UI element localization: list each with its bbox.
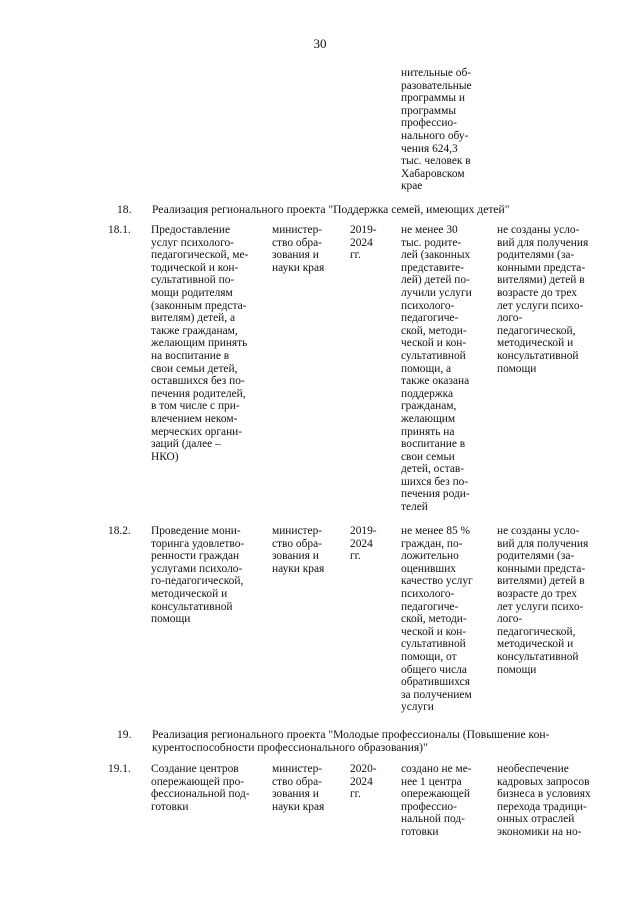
row-19-1-result: создано не ме- нее 1 центра опережающей профессио- нальной под- готовки [401,763,472,838]
row-18-2-result: не менее 85 % граждан, по- ложительно оценивших качество услуг психолого- педагогиче- ской, методи- ческой и кон- сультативной помощи, от общего числа обратившихся за получением услуги [401,525,473,714]
row-19-1-consequence: необеспечение кадровых запросов бизнеса в условиях перехода традици- онных отраслей экономики на но- [497,763,591,838]
row-18-2-consequence: не созданы усло- вий для получения родителями (за- конными предста- вителями) детей в возрасте до трех лет услуги психо- лого- педагогической, методической и консультативной помощи [497,525,589,676]
row-18-1-number: 18.1. [108,224,131,236]
row-18-2-number: 18.2. [108,525,131,537]
section-18-number: 18. [117,203,132,216]
row-19-1-number: 19.1. [108,763,131,775]
row-19-1-executor: министер- ство обра- зования и науки края [272,763,325,813]
row-18-1-activity: Предоставление услуг психолого- педагогической, ме- тодической и кон- сультативной по- мощи родителям (законным предста- вителям) детей, а также гражданам, желающим принять на воспитание в свои семьи детей, оставшихся без по- печения родителей, в том числе с при- влечением неком- мерческих органи- заций (далее – НКО) [151,224,249,463]
row-19-1-activity: Создание центров опережающей про- фессиональной под- готовки [151,763,250,813]
row-18-1-executor: министер- ство обра- зования и науки края [272,224,325,274]
continuation-result-cell: нительные об- разовательные программы и программы профессио- нального обу- чения 624,3 тыс. человек в Хабаровском крае [401,67,472,193]
row-18-1-period: 2019- 2024 гг. [350,224,377,262]
row-19-1-period: 2020- 2024 гг. [350,763,377,801]
row-18-2-executor: министер- ство обра- зования и науки края [272,525,325,575]
page-number: 30 [313,36,327,51]
section-19-number: 19. [117,728,132,741]
section-18-title: Реализация регионального проекта "Поддержка семей, имеющих детей" [152,203,510,216]
row-18-2-period: 2019- 2024 гг. [350,525,377,563]
row-18-1-consequence: не созданы усло- вий для получения родителями (за- конными предста- вителями) детей в возрасте до трех лет услуги психо- лого- педагогической, методической и консультативной помощи [497,224,589,375]
row-18-2-activity: Проведение мони- торинга удовлетво- ренности граждан услугами психоло- го-педагогической, методической и консультативной помощи [151,525,245,626]
row-18-1-result: не менее 30 тыс. родите- лей (законных представите- лей) детей по- лучили услуги психолого- педагогиче- ской, методи- ческой и кон- сультативной помощи, а также оказана поддержка гражданам, желающим принять на воспитание в свои семьи детей, остав- шихся без по- печения роди- телей [401,224,472,514]
section-19-title: Реализация регионального проекта "Молодые профессионалы (Повышение кон- курентоспособности профессионального образования)" [152,728,550,754]
